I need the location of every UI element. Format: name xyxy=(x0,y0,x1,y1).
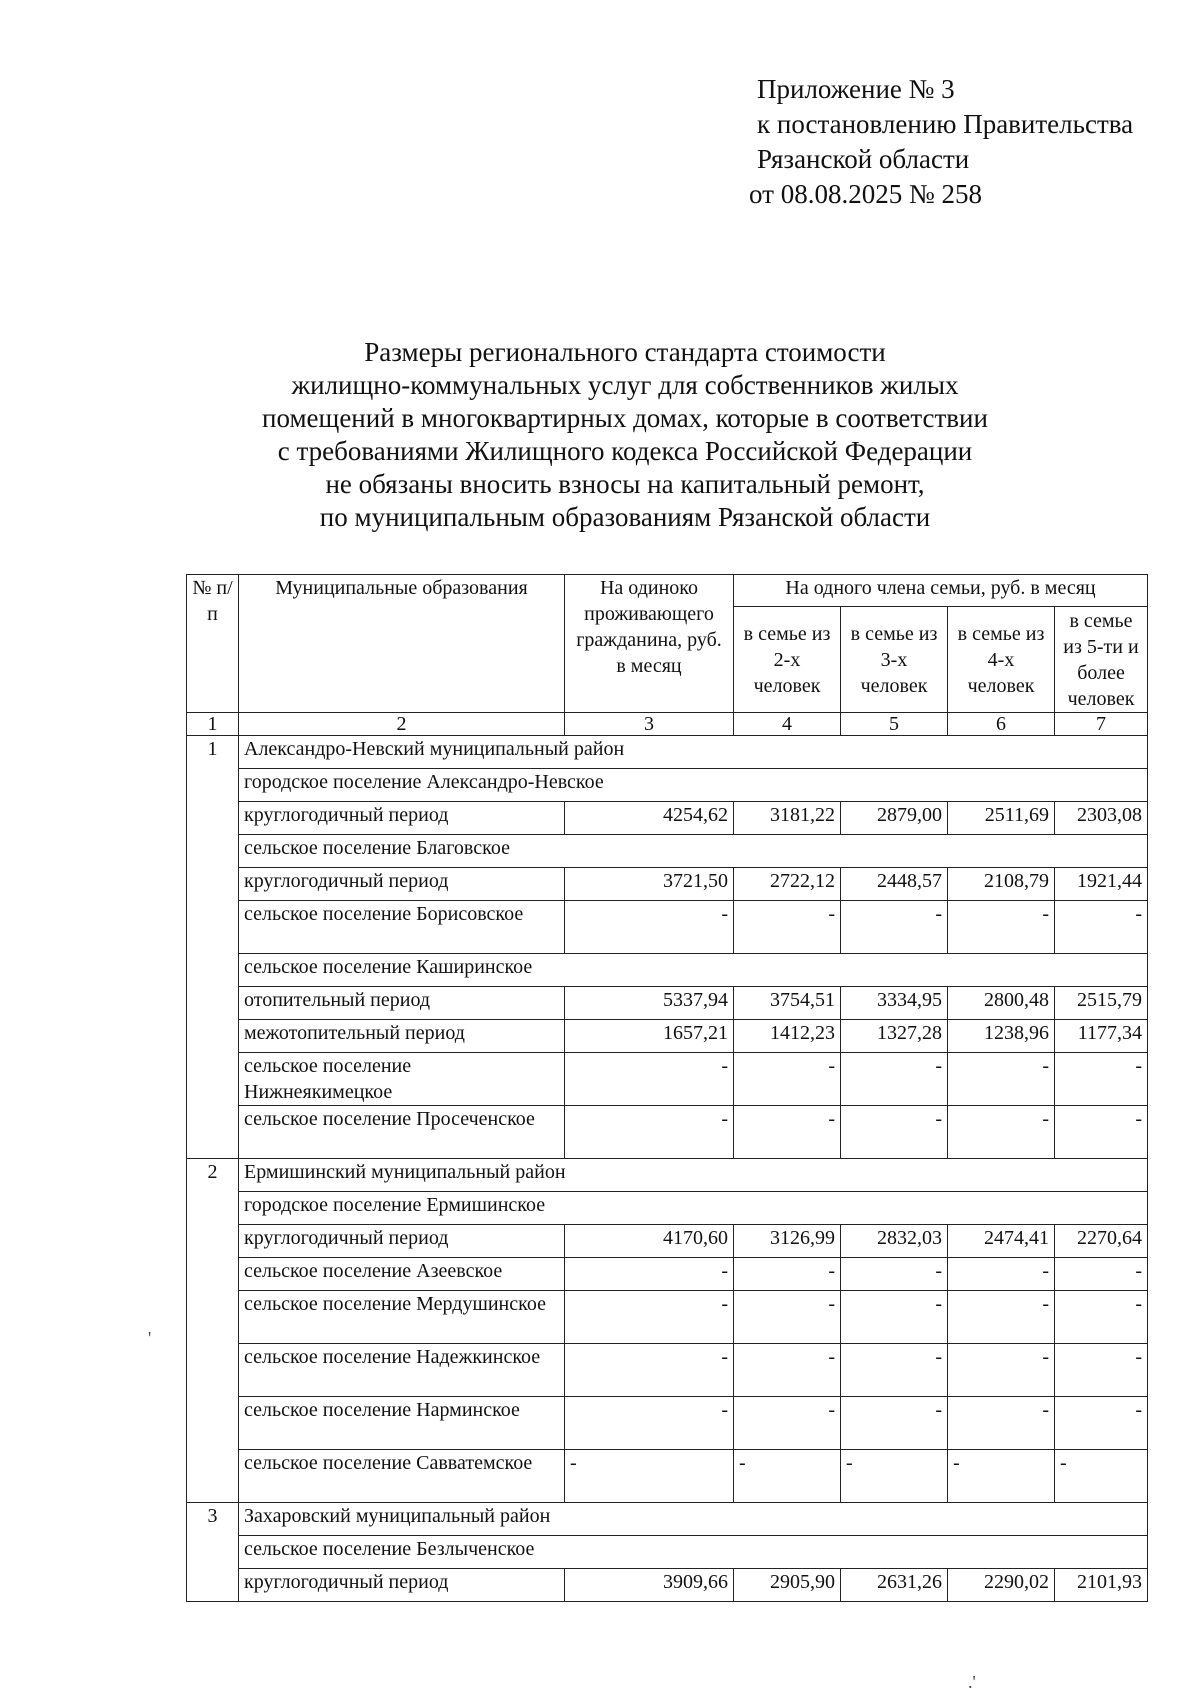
value-cell: 3126,99 xyxy=(734,1225,841,1258)
value-cell: - xyxy=(841,1258,948,1291)
value-cell: 2108,79 xyxy=(948,868,1055,901)
header-family-group: На одного члена семьи, руб. в месяц xyxy=(734,575,1148,607)
value-cell: - xyxy=(841,1291,948,1344)
value-cell: - xyxy=(841,1344,948,1397)
value-cell: - xyxy=(1055,1258,1148,1291)
table-row xyxy=(187,1258,1148,1291)
value-cell: 1177,34 xyxy=(1055,1020,1148,1053)
document-title xyxy=(180,336,1070,534)
value-cell: - xyxy=(1055,1450,1148,1503)
value-cell: - xyxy=(1055,1291,1148,1344)
row-label: межотопительный период xyxy=(239,1020,565,1053)
value-cell: - xyxy=(948,1258,1055,1291)
value-cell: - xyxy=(948,1344,1055,1397)
value-cell: - xyxy=(1055,1397,1148,1450)
value-cell: 2270,64 xyxy=(1055,1225,1148,1258)
table-row xyxy=(187,1536,1148,1569)
table-row xyxy=(187,802,1148,835)
table-row xyxy=(187,954,1148,987)
value-cell: 4170,60 xyxy=(565,1225,734,1258)
value-cell: 3754,51 xyxy=(734,987,841,1020)
col-number: 2 xyxy=(239,713,565,736)
value-cell: 4254,62 xyxy=(565,802,734,835)
header-fam3: в семье из 3-х человек xyxy=(841,607,948,713)
value-cell: - xyxy=(565,1344,734,1397)
row-label: сельское поселение Нижнеякимецкое xyxy=(239,1053,565,1106)
table-row xyxy=(187,736,1148,769)
value-cell: - xyxy=(734,1397,841,1450)
header-fam4: в семье из 4-х человек xyxy=(948,607,1055,713)
scan-speck: .' xyxy=(968,1672,976,1692)
value-cell: 3721,50 xyxy=(565,868,734,901)
col-number: 3 xyxy=(565,713,734,736)
title-line: по муниципальным образованиям Рязанской области xyxy=(319,502,931,532)
value-cell: 2290,02 xyxy=(948,1569,1055,1602)
value-cell: 2832,03 xyxy=(841,1225,948,1258)
scan-speck: ' xyxy=(148,1328,152,1348)
value-cell: - xyxy=(734,901,841,954)
table-row xyxy=(187,1397,1148,1450)
appendix-line-2: к постановлению Правительства xyxy=(757,109,1134,139)
value-cell: 2905,90 xyxy=(734,1569,841,1602)
value-cell: 2474,41 xyxy=(948,1225,1055,1258)
table-row xyxy=(187,1053,1148,1106)
col-number: 7 xyxy=(1055,713,1148,736)
district-name: Захаровский муниципальный район xyxy=(239,1503,1148,1536)
value-cell: - xyxy=(565,1106,734,1159)
value-cell: - xyxy=(948,1450,1055,1503)
value-cell: 1327,28 xyxy=(841,1020,948,1053)
col-number: 6 xyxy=(948,713,1055,736)
row-label: сельское поселение Просеченское xyxy=(239,1106,565,1159)
row-label: круглогодичный период xyxy=(239,868,565,901)
table-row xyxy=(187,1569,1148,1602)
value-cell: - xyxy=(565,1258,734,1291)
header-single: На одиноко проживающего гражданина, руб. в месяц xyxy=(565,575,734,713)
settlement-name: сельское поселение Безлыченское xyxy=(239,1536,1148,1569)
value-cell: 1921,44 xyxy=(1055,868,1148,901)
table-row xyxy=(187,1020,1148,1053)
table-row xyxy=(187,1225,1148,1258)
row-label: сельское поселение Надежкинское xyxy=(239,1344,565,1397)
row-index: 2 xyxy=(187,1159,239,1503)
table-row xyxy=(187,835,1148,868)
value-cell: - xyxy=(565,1450,734,1503)
value-cell: - xyxy=(565,901,734,954)
standards-table xyxy=(186,574,1148,1602)
table-row xyxy=(187,901,1148,954)
value-cell: - xyxy=(948,1053,1055,1106)
table-row xyxy=(187,1159,1148,1192)
table-row xyxy=(187,868,1148,901)
value-cell: 2511,69 xyxy=(948,802,1055,835)
row-label: круглогодичный период xyxy=(239,1569,565,1602)
appendix-block xyxy=(749,72,1134,212)
row-label: сельское поселение Нарминское xyxy=(239,1397,565,1450)
table-row xyxy=(187,1450,1148,1503)
value-cell: - xyxy=(734,1053,841,1106)
row-label: круглогодичный период xyxy=(239,1225,565,1258)
row-label: сельское поселение Борисовское xyxy=(239,901,565,954)
value-cell: 2101,93 xyxy=(1055,1569,1148,1602)
value-cell: - xyxy=(734,1291,841,1344)
table-row xyxy=(187,1291,1148,1344)
value-cell: - xyxy=(948,1291,1055,1344)
settlement-name: сельское поселение Благовское xyxy=(239,835,1148,868)
header-no: № п/п xyxy=(187,575,239,713)
row-label: сельское поселение Азеевское xyxy=(239,1258,565,1291)
value-cell: - xyxy=(948,1106,1055,1159)
header-fam2: в семье из 2-х человек xyxy=(734,607,841,713)
row-label: сельское поселение Савватемское xyxy=(239,1450,565,1503)
value-cell: - xyxy=(565,1397,734,1450)
table-body xyxy=(187,736,1148,1602)
settlement-name: сельское поселение Каширинское xyxy=(239,954,1148,987)
col-number: 4 xyxy=(734,713,841,736)
value-cell: - xyxy=(734,1450,841,1503)
table-row xyxy=(187,1192,1148,1225)
value-cell: 2722,12 xyxy=(734,868,841,901)
value-cell: - xyxy=(1055,901,1148,954)
value-cell: - xyxy=(948,1397,1055,1450)
value-cell: 1412,23 xyxy=(734,1020,841,1053)
value-cell: - xyxy=(948,901,1055,954)
row-label: сельское поселение Мердушинское xyxy=(239,1291,565,1344)
value-cell: - xyxy=(841,1450,948,1503)
value-cell: - xyxy=(841,901,948,954)
value-cell: 3334,95 xyxy=(841,987,948,1020)
appendix-line-1: Приложение № 3 xyxy=(757,74,955,104)
value-cell: - xyxy=(841,1053,948,1106)
value-cell: 2448,57 xyxy=(841,868,948,901)
district-name: Ермишинский муниципальный район xyxy=(239,1159,1148,1192)
value-cell: 2879,00 xyxy=(841,802,948,835)
col-number: 5 xyxy=(841,713,948,736)
value-cell: 3181,22 xyxy=(734,802,841,835)
value-cell: 1657,21 xyxy=(565,1020,734,1053)
title-line: жилищно-коммунальных услуг для собственников жилых xyxy=(291,370,959,400)
value-cell: - xyxy=(1055,1106,1148,1159)
header-municipality: Муниципальные образования xyxy=(239,575,565,713)
settlement-name: городское поселение Александро-Невское xyxy=(239,769,1148,802)
title-line: помещений в многоквартирных домах, которые в соответствии xyxy=(262,403,988,433)
title-line: Размеры регионального стандарта стоимости xyxy=(364,337,886,367)
table-row xyxy=(187,987,1148,1020)
table-row xyxy=(187,769,1148,802)
table-row xyxy=(187,1106,1148,1159)
row-label: круглогодичный период xyxy=(239,802,565,835)
row-index: 1 xyxy=(187,736,239,1159)
header-fam5: в семье из 5-ти и более человек xyxy=(1055,607,1148,713)
column-numbers-row xyxy=(187,713,1148,736)
value-cell: - xyxy=(1055,1344,1148,1397)
value-cell: - xyxy=(734,1106,841,1159)
col-number: 1 xyxy=(187,713,239,736)
value-cell: - xyxy=(565,1053,734,1106)
value-cell: 2303,08 xyxy=(1055,802,1148,835)
value-cell: 1238,96 xyxy=(948,1020,1055,1053)
title-line: с требованиями Жилищного кодекса Российской Федерации xyxy=(277,436,973,466)
district-name: Александро-Невский муниципальный район xyxy=(239,736,1148,769)
table-row xyxy=(187,1503,1148,1536)
value-cell: - xyxy=(1055,1053,1148,1106)
row-index: 3 xyxy=(187,1503,239,1602)
value-cell: 2515,79 xyxy=(1055,987,1148,1020)
row-label: отопительный период xyxy=(239,987,565,1020)
value-cell: 2631,26 xyxy=(841,1569,948,1602)
settlement-name: городское поселение Ермишинское xyxy=(239,1192,1148,1225)
value-cell: - xyxy=(841,1106,948,1159)
appendix-line-3: Рязанской области xyxy=(757,144,970,174)
table-row xyxy=(187,1344,1148,1397)
value-cell: - xyxy=(565,1291,734,1344)
appendix-date: от 08.08.2025 № 258 xyxy=(749,179,982,209)
value-cell: 2800,48 xyxy=(948,987,1055,1020)
value-cell: 5337,94 xyxy=(565,987,734,1020)
value-cell: - xyxy=(734,1344,841,1397)
value-cell: 3909,66 xyxy=(565,1569,734,1602)
value-cell: - xyxy=(841,1397,948,1450)
value-cell: - xyxy=(734,1258,841,1291)
title-line: не обязаны вносить взносы на капитальный ремонт, xyxy=(325,469,925,499)
